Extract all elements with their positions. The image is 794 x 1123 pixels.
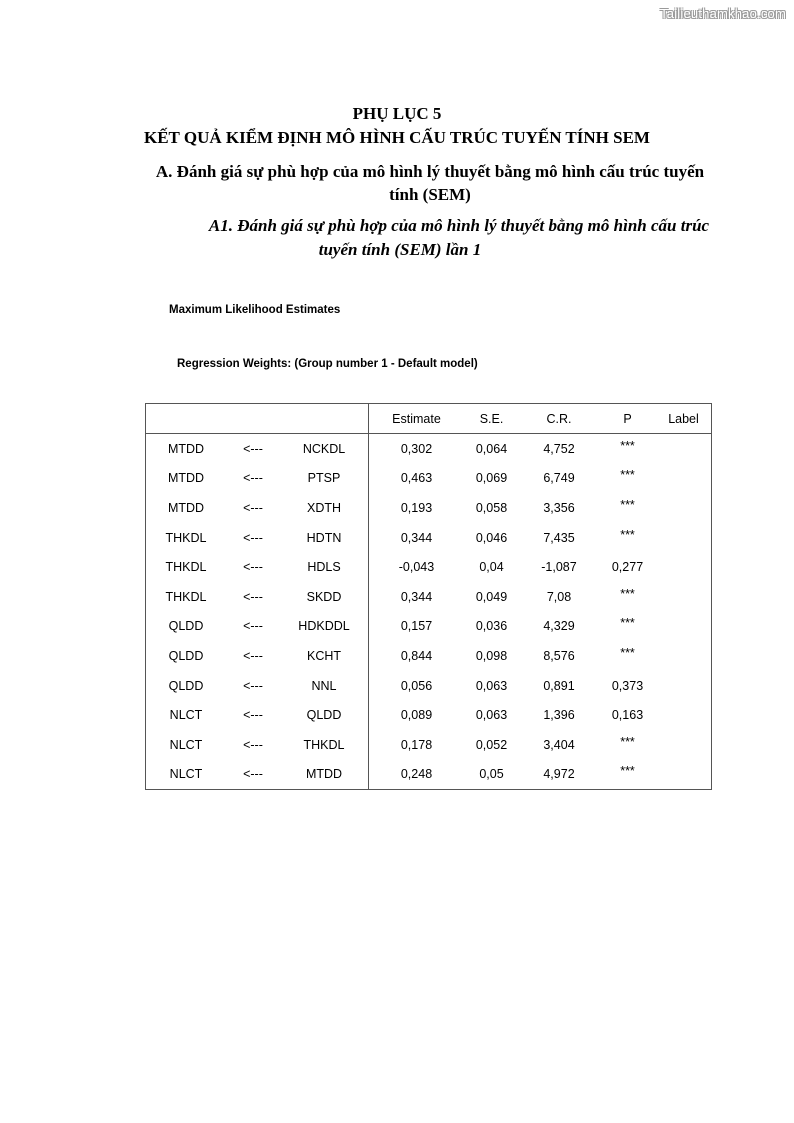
cell-estimate: 0,844 (369, 641, 465, 671)
cell-dv: THKDL (146, 582, 227, 612)
header-estimate: Estimate (369, 404, 465, 434)
cell-iv: KCHT (306, 648, 342, 663)
header-label: Label (656, 404, 712, 434)
cell-arrow: <--- (243, 441, 263, 456)
cell-iv: THKDL (303, 737, 345, 752)
table-row (146, 493, 712, 523)
cell-se: 0,069 (475, 471, 508, 486)
cell-arrow: <--- (243, 619, 263, 634)
cell-estimate: 0,344 (369, 523, 465, 553)
header-p: P (599, 404, 656, 434)
cell-iv: MTDD (280, 760, 369, 790)
cell-arrow: <--- (243, 471, 263, 486)
cell-p: 0,277 (611, 560, 644, 575)
cell-estimate: 0,157 (369, 612, 465, 642)
cell-arrow: <--- (243, 737, 263, 752)
cell-p: *** (620, 468, 635, 483)
cell-dv: QLDD (146, 612, 227, 642)
cell-p: *** (599, 760, 656, 790)
cell-iv: HDKDDL (298, 619, 350, 634)
cell-arrow: <--- (243, 500, 263, 515)
cell-label (656, 671, 712, 701)
cell-label (656, 434, 712, 464)
table-row (146, 671, 712, 701)
cell-estimate: 0,463 (369, 464, 465, 494)
cell-label (656, 700, 712, 730)
cell-dv: THKDL (146, 523, 227, 553)
cell-se: 0,046 (475, 530, 508, 545)
table-row (146, 523, 712, 553)
cell-p: *** (620, 586, 635, 601)
header-arrow (226, 404, 280, 434)
cell-p: 0,163 (611, 708, 644, 723)
cell-dv: THKDL (146, 552, 227, 582)
cell-label (656, 552, 712, 582)
cell-cr: 7,435 (543, 530, 575, 545)
cell-arrow: <--- (243, 530, 263, 545)
table-row (146, 612, 712, 642)
cell-iv: HDLS (307, 560, 341, 575)
cell-estimate: 0,178 (369, 730, 465, 760)
table-row (146, 700, 712, 730)
cell-cr: 1,396 (543, 708, 575, 723)
table-row (146, 552, 712, 582)
cell-cr: 4,329 (543, 619, 575, 634)
cell-p: *** (620, 497, 635, 512)
table-row (146, 760, 712, 790)
subsection-a1-line2: tuyến tính (SEM) lần 1 (318, 240, 482, 259)
cell-cr: 3,356 (543, 500, 575, 515)
cell-cr: 3,404 (543, 737, 575, 752)
cell-p: *** (620, 527, 635, 542)
main-title: KẾT QUẢ KIỂM ĐỊNH MÔ HÌNH CẤU TRÚC TUYẾN TÍNH SEM (144, 128, 650, 147)
cell-estimate: 0,344 (369, 582, 465, 612)
cell-arrow: <--- (243, 648, 263, 663)
regression-weights-label: Regression Weights: (Group number 1 - Default model) (177, 358, 478, 370)
cell-se: 0,052 (475, 737, 508, 752)
cell-label (656, 582, 712, 612)
cell-iv: SKDD (306, 589, 342, 604)
table-row (146, 464, 712, 494)
cell-estimate: 0,089 (369, 700, 465, 730)
cell-p: *** (620, 734, 635, 749)
cell-estimate: -0,043 (369, 552, 465, 582)
cell-label (656, 523, 712, 553)
cell-dv: NLCT (146, 760, 227, 790)
cell-iv: QLDD (306, 708, 342, 723)
cell-cr: 4,752 (543, 441, 575, 456)
cell-dv: QLDD (146, 641, 227, 671)
header-iv (280, 404, 369, 434)
cell-dv: MTDD (146, 464, 227, 494)
header-se: S.E. (464, 404, 519, 434)
appendix-title: PHỤ LỤC 5 (352, 104, 442, 123)
header-cr: C.R. (519, 404, 599, 434)
cell-dv: NLCT (146, 700, 227, 730)
cell-se: 0,05 (464, 760, 519, 790)
table-row (146, 434, 712, 464)
cell-estimate: 0,193 (369, 493, 465, 523)
cell-dv: QLDD (146, 671, 227, 701)
table-row (146, 582, 712, 612)
cell-arrow: <--- (243, 708, 263, 723)
cell-iv: NCKDL (302, 441, 346, 456)
cell-cr: 6,749 (543, 471, 575, 486)
cell-iv: XDTH (306, 500, 342, 515)
cell-dv: MTDD (146, 434, 227, 464)
cell-se: 0,063 (475, 678, 508, 693)
cell-label (656, 464, 712, 494)
subsection-a1-line1: A1. Đánh giá sự phù hợp của mô hình lý thuyết bằng mô hình cấu trúc (208, 216, 710, 235)
mle-label: Maximum Likelihood Estimates (169, 304, 341, 316)
cell-p: *** (620, 616, 635, 631)
cell-label (656, 612, 712, 642)
watermark: Tailieuthamkhao.com (660, 6, 786, 21)
table-row (146, 641, 712, 671)
cell-cr: 0,891 (543, 678, 575, 693)
cell-cr: 8,576 (543, 648, 575, 663)
cell-cr: 7,08 (546, 589, 572, 604)
section-a-heading: A. Đánh giá sự phù hợp của mô hình lý thuyết bằng mô hình cấu trúc tuyến tính (SEM) (155, 162, 705, 204)
regression-weights-table (145, 403, 712, 790)
cell-arrow: <--- (243, 589, 263, 604)
subsection-a1-heading (160, 214, 740, 262)
header-dv (146, 404, 227, 434)
cell-se: 0,04 (479, 560, 504, 575)
cell-cr: 4,972 (519, 760, 599, 790)
table-row (146, 730, 712, 760)
table-header-row (146, 404, 712, 434)
cell-estimate: 0,302 (369, 434, 465, 464)
cell-iv: HDTN (306, 530, 342, 545)
cell-p: 0,373 (611, 678, 644, 693)
cell-se: 0,063 (475, 708, 508, 723)
cell-arrow: <--- (226, 760, 280, 790)
cell-cr: -1,087 (541, 560, 577, 575)
cell-iv: NNL (311, 678, 337, 693)
cell-iv: PTSP (307, 471, 341, 486)
cell-p: *** (620, 438, 635, 453)
cell-estimate: 0,248 (369, 760, 465, 790)
cell-label (656, 493, 712, 523)
cell-p: *** (620, 645, 635, 660)
cell-dv: MTDD (146, 493, 227, 523)
cell-dv: NLCT (146, 730, 227, 760)
cell-estimate: 0,056 (369, 671, 465, 701)
cell-se: 0,064 (475, 441, 508, 456)
cell-se: 0,098 (475, 648, 508, 663)
cell-arrow: <--- (243, 678, 263, 693)
cell-label (656, 760, 712, 790)
cell-label (656, 730, 712, 760)
cell-label (656, 641, 712, 671)
cell-se: 0,049 (475, 589, 508, 604)
cell-arrow: <--- (243, 560, 263, 575)
cell-se: 0,036 (475, 619, 508, 634)
cell-se: 0,058 (475, 500, 508, 515)
